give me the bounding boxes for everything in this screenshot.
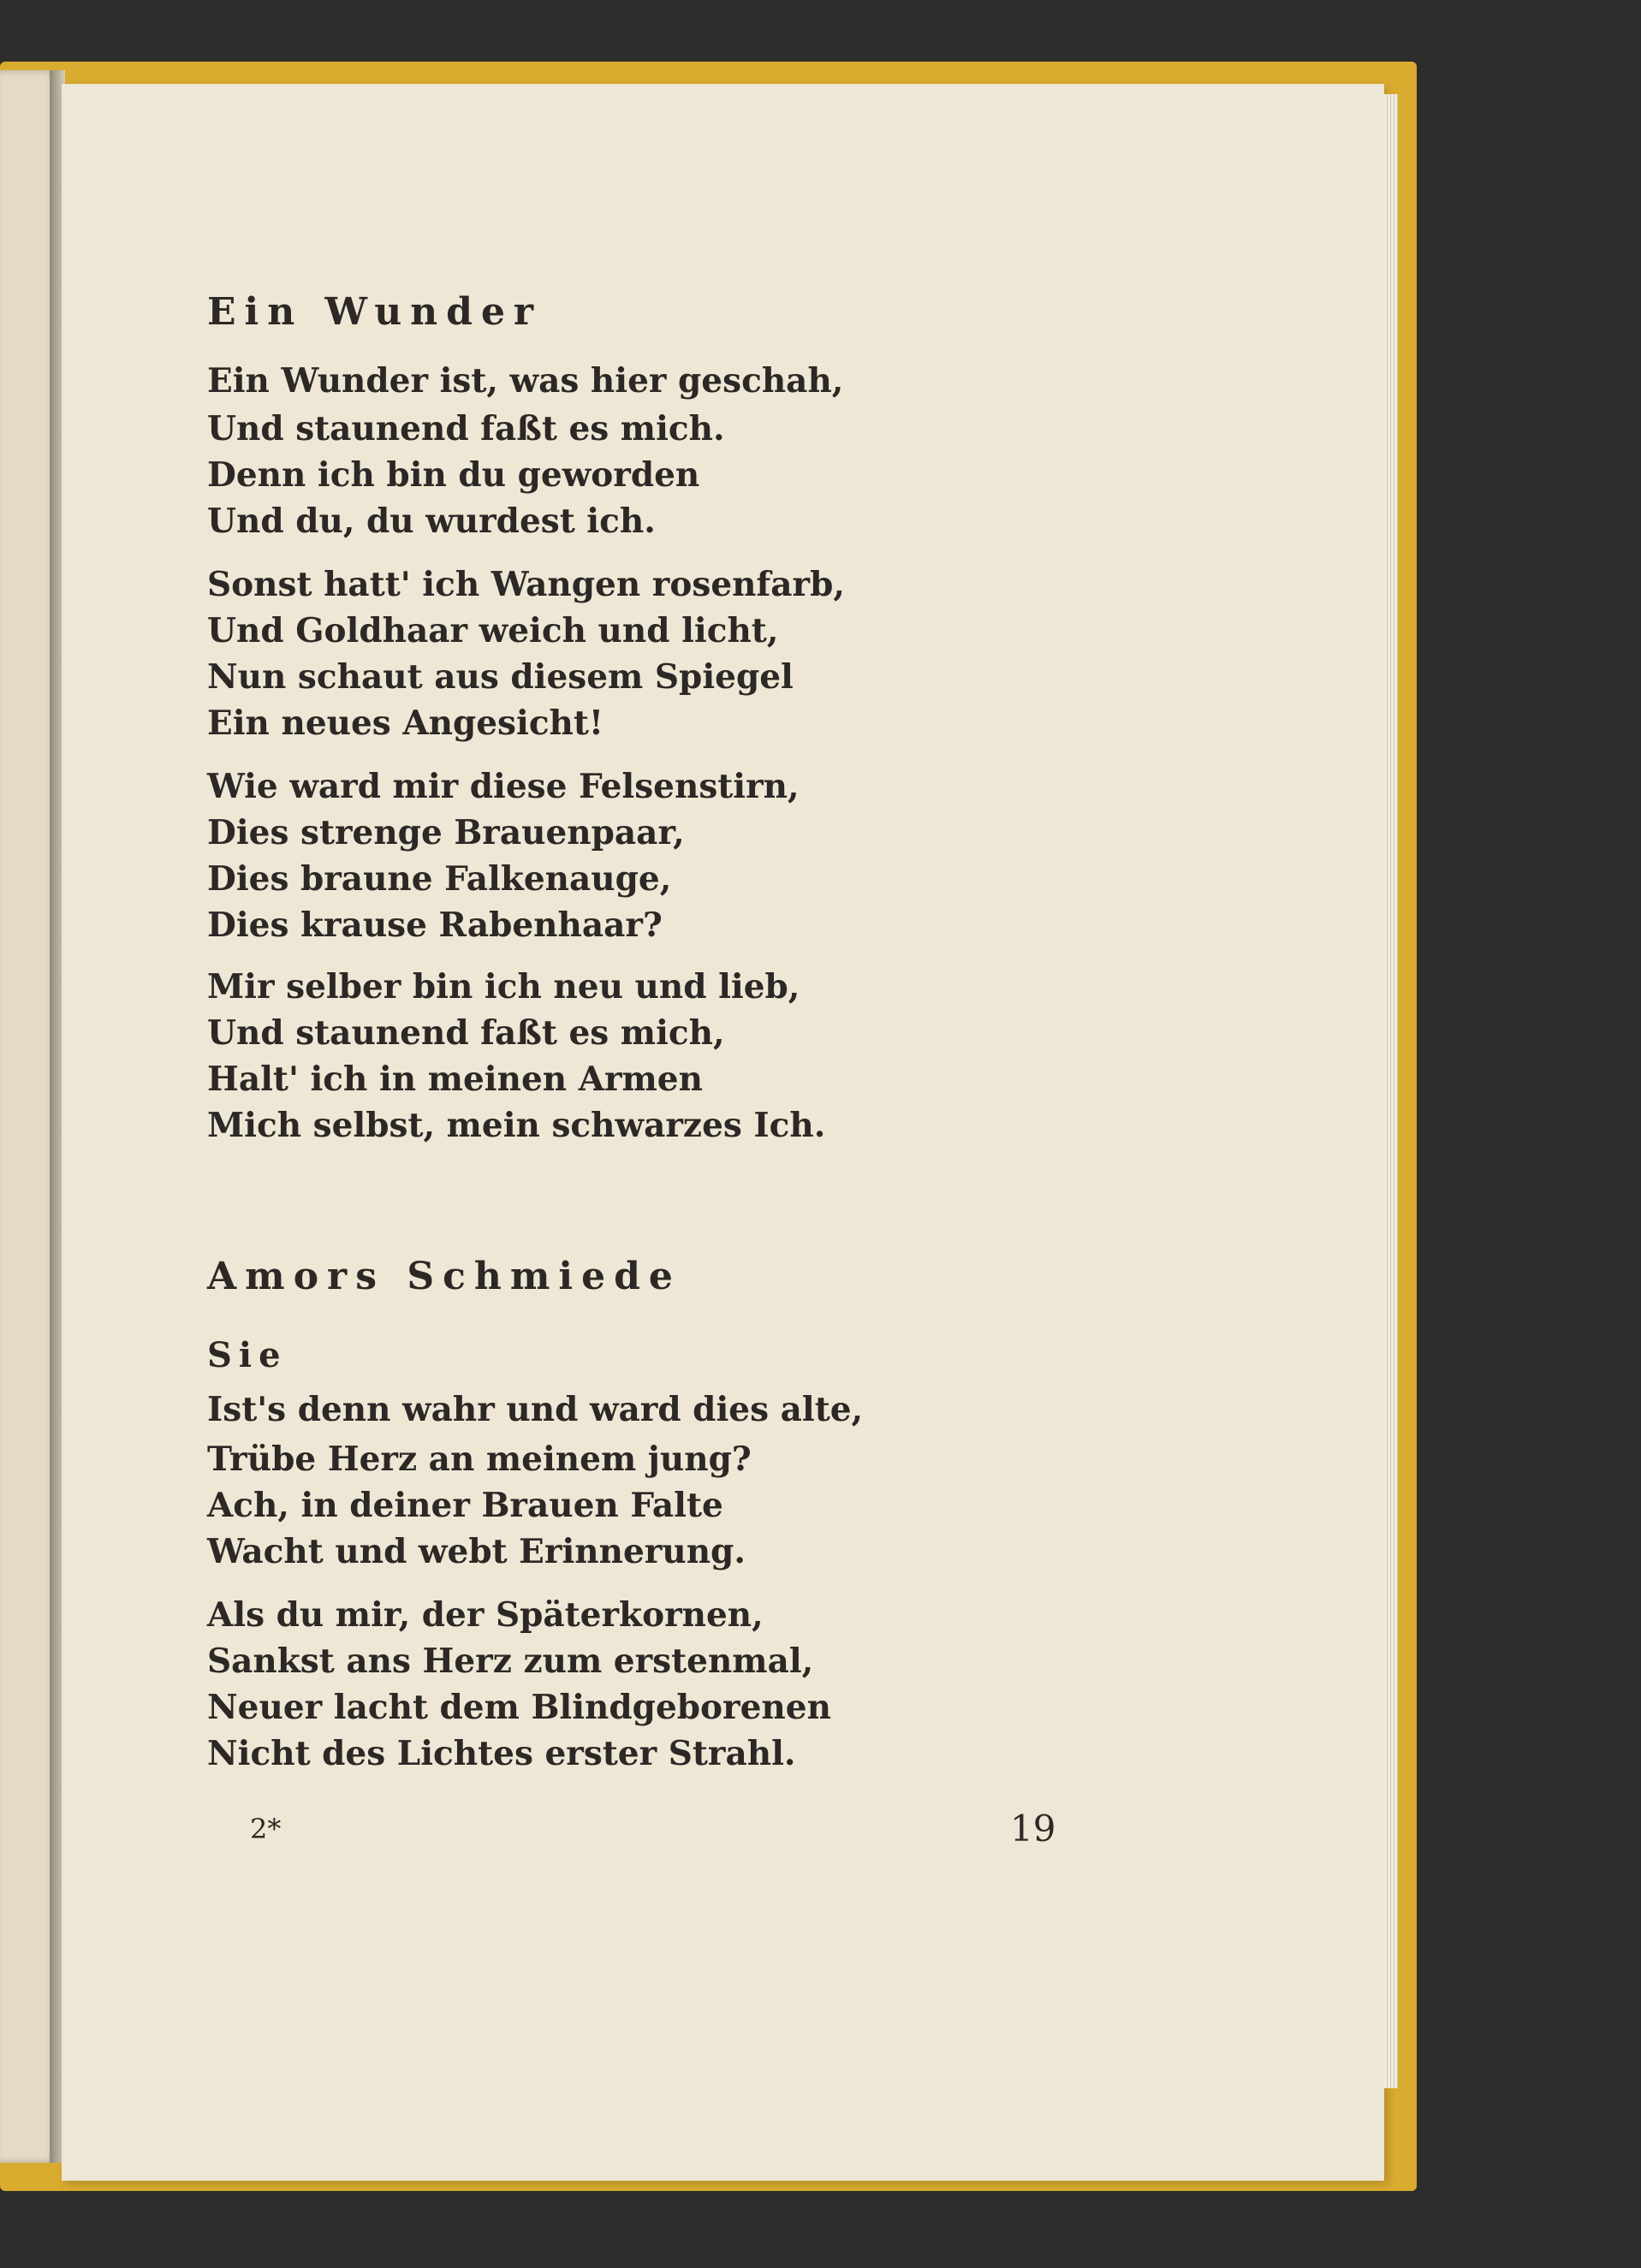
verse-line: Neuer lacht dem Blindgeborenen	[207, 1688, 831, 1727]
verse-line: Und staunend faßt es mich,	[207, 1013, 725, 1053]
speaker-label: Sie	[207, 1335, 288, 1375]
verse-line: Ist's denn wahr und ward dies alte,	[207, 1390, 864, 1429]
verse-line: Ein Wunder ist, was hier geschah,	[207, 361, 844, 401]
verse-line: Und du, du wurdest ich.	[207, 502, 656, 541]
verse-line: Trübe Herz an meinem jung?	[207, 1440, 752, 1479]
verse-line: Nun schaut aus diesem Spiegel	[207, 657, 794, 697]
verse-line: Wie ward mir diese Felsenstirn,	[207, 767, 800, 806]
verse-line: Halt' ich in meinen Armen	[207, 1060, 703, 1099]
verse-line: Als du mir, der Späterkornen,	[207, 1595, 764, 1635]
page-edges	[1384, 94, 1398, 2088]
verse-line: Dies strenge Brauenpaar,	[207, 813, 685, 852]
verse-line: Mir selber bin ich neu und lieb,	[207, 967, 800, 1006]
verse-line: Wacht und webt Erinnerung.	[207, 1532, 746, 1571]
verse-line: Denn ich bin du geworden	[207, 455, 700, 495]
poem-title: Ein Wunder	[207, 290, 543, 334]
verse-line: Dies krause Rabenhaar?	[207, 905, 663, 945]
signature-mark: 2*	[250, 1813, 282, 1845]
verse-line: Ein neues Angesicht!	[207, 704, 604, 743]
poem-title: Amors Schmiede	[207, 1255, 681, 1298]
verse-line: Sonst hatt' ich Wangen rosenfarb,	[207, 565, 845, 604]
verse-line: Und Goldhaar weich und licht,	[207, 611, 779, 650]
verse-line: Mich selbst, mein schwarzes Ich.	[207, 1106, 826, 1145]
verse-line: Ach, in deiner Brauen Falte	[207, 1486, 723, 1525]
verse-line: Nicht des Lichtes erster Strahl.	[207, 1734, 796, 1773]
verse-line: Dies braune Falkenauge,	[207, 859, 672, 899]
page-number: 19	[1010, 1808, 1056, 1849]
verse-line: Sankst ans Herz zum erstenmal,	[207, 1642, 814, 1681]
verse-line: Und staunend faßt es mich.	[207, 409, 725, 448]
